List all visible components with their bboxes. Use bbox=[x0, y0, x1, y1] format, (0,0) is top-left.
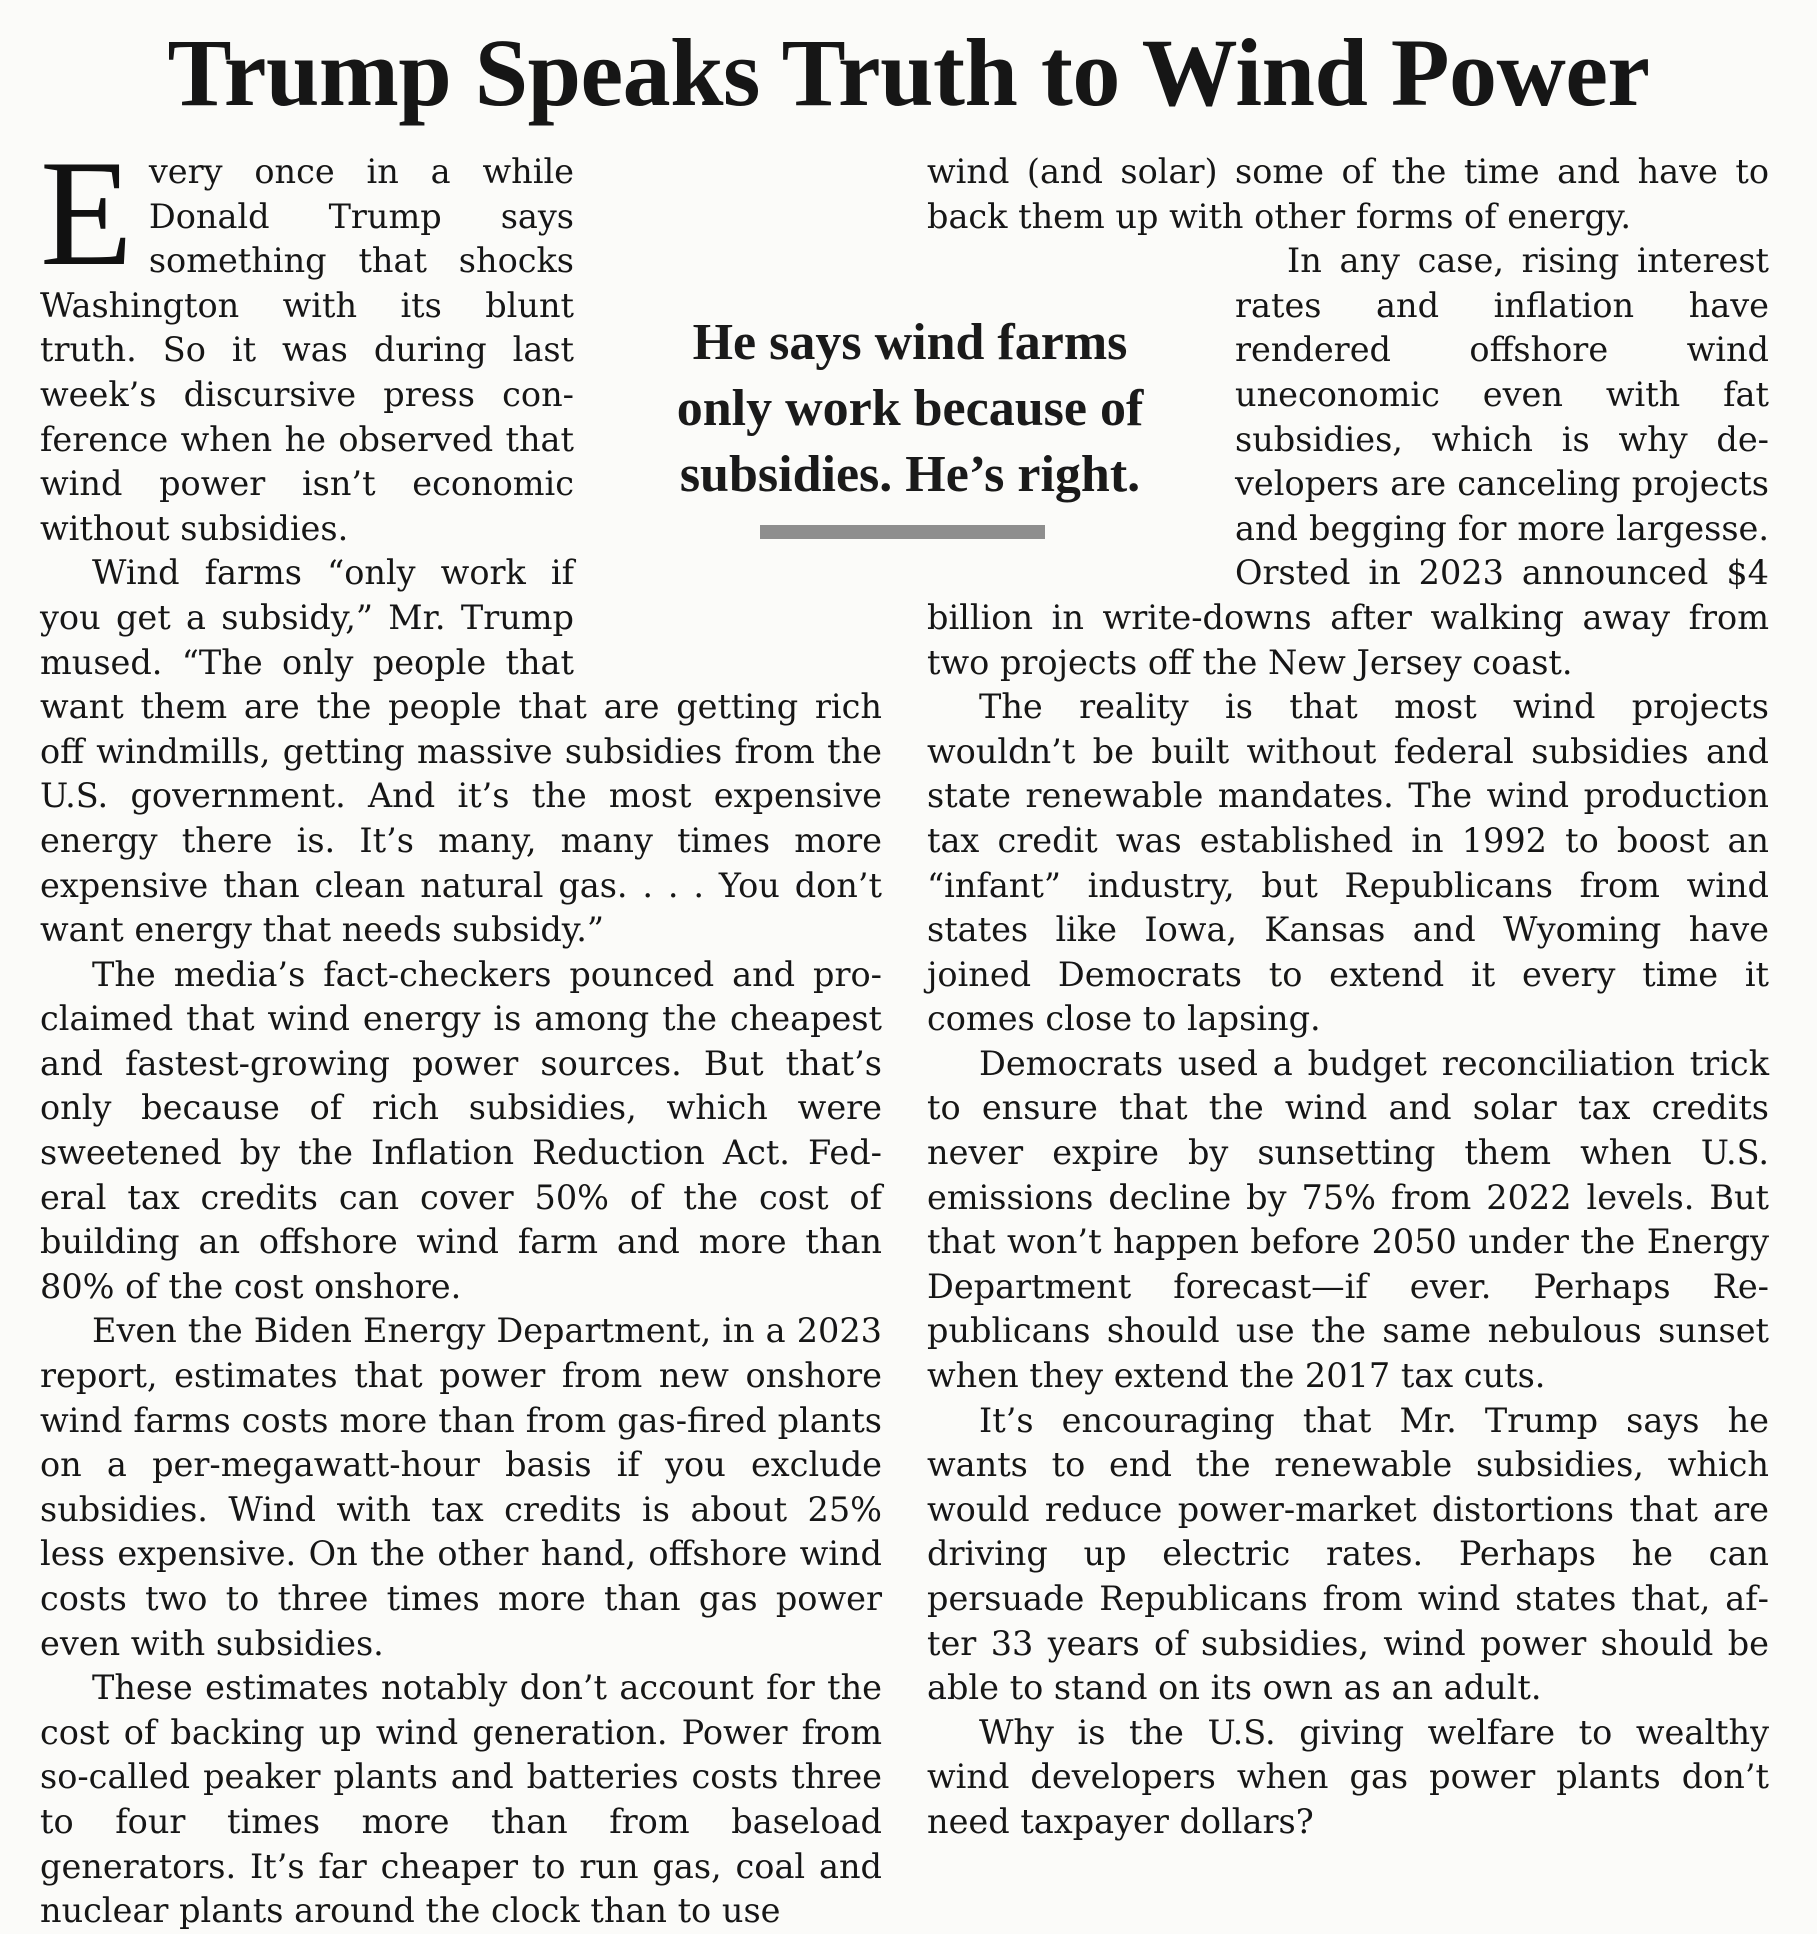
paragraph-8: The reality is that most wind projects wouldn’t be built without federal subsidies and state renewable mandates. The wind production tax credit was established in 1992 to boost an “infant” industry, but Republicans from wind states like Iowa, Kansas and Wyoming have joined Democrats to extend it every time it comes close to lapsing. bbox=[927, 687, 1769, 1039]
paragraph-11: Why is the U.S. giving welfare to wealthy wind developers when gas power plants don’t need taxpayer dollars? bbox=[927, 1712, 1769, 1841]
paragraph-1-text: very once in a while Donald Trump says something that shocks Washington with its blunt truth. So it was during last week’s discursive press conference when he observed that wind power isn’t economic without subsidies. bbox=[40, 152, 574, 548]
paragraph-10: It’s encouraging that Mr. Trump says he wants to end the renewable subsidies, which would reduce power-market distortions that are driving up electric rates. Perhaps he can persuade Republicans from wind states that, after 33 years of subsidies, wind power should be able to stand on its own as an adult. bbox=[927, 1400, 1769, 1708]
paragraph-6: wind (and solar) some of the time and have to back them up with other forms of energy. bbox=[927, 152, 1769, 236]
paragraph-9: Democrats used a budget reconciliation trick to ensure that the wind and solar tax credits never expire by sunsetting them when U.S. emissions decline by 75% from 2022 levels. But that won’t happen before 2050 under the Energy Department forecast—if ever. Perhaps Republicans should use the same nebulous sunset when they extend the 2017 tax cuts. bbox=[927, 1043, 1769, 1396]
pull-quote: He says wind farms only work because of subsidies. He’s right. bbox=[676, 314, 1144, 503]
drop-cap: E bbox=[40, 129, 133, 297]
pull-quote-rule bbox=[760, 525, 1045, 539]
paragraph-3: The media’s fact-checkers pounced and proclaimed that wind energy is among the cheapest and fastest-growing power sources. But that’s only because of rich subsidies, which were sweetened by the Inflation Reduction Act. Federal tax credits can cover 50% of the cost of building an offshore wind farm and more than 80% of the cost onshore. bbox=[40, 954, 882, 1306]
paragraph-7: In any case, rising interest rates and inflation have rendered offshore wind uneconomic even with fat subsidies, which is why developers are canceling projects and begging for more largesse. Orsted in 2023 announced $4 billion in write-downs after walking away from two projects off the New Jersey coast. bbox=[927, 241, 1769, 682]
headline: Trump Speaks Truth to Wind Power bbox=[167, 19, 1650, 126]
paragraph-5: These estimates notably don’t account for the cost of backing up wind generation. Power from so-called peaker plants and batteries costs three to four times more than from baseload generators. It’s far cheaper to run gas, coal and nuclear plants around the clock than to use bbox=[40, 1668, 882, 1931]
paragraph-4: Even the Biden Energy Department, in a 2023 report, estimates that power from new onshore wind farms costs more than from gas-fired plants on a per-megawatt-hour basis if you exclude subsidies. Wind with tax credits is about 25% less expensive. On the other hand, offshore wind costs two to three times more than gas power even with subsidies. bbox=[40, 1311, 882, 1663]
paragraph-2: Wind farms “only work if you get a subsidy,” Mr. Trump mused. “The only people that want them are the people that are getting rich off windmills, getting massive subsidies from the U.S. government. And it’s the most expensive energy there is. It’s many, many times more expensive than clean natural gas. . . . You don’t want energy that needs subsidy.” bbox=[40, 553, 882, 950]
